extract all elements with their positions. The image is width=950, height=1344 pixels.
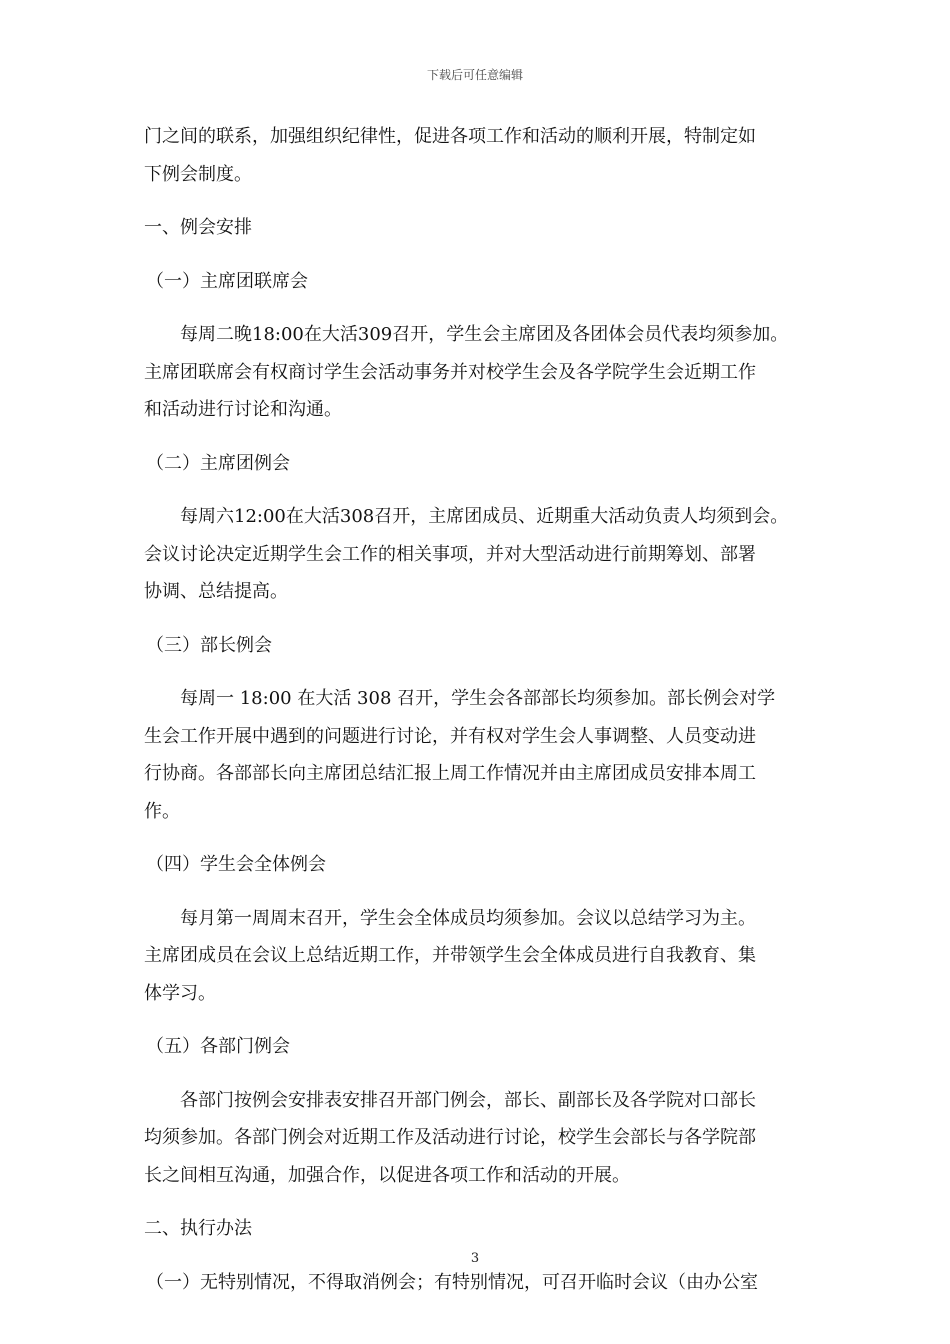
text-line: 作。 (144, 800, 180, 822)
document-body (144, 118, 814, 1301)
text-line: 体学习。 (144, 982, 216, 1004)
text-line: 每周六12:00在大活308召开，主席团成员、近期重大活动负责人均须到会。 (180, 506, 789, 527)
text-line: 主席团成员在会议上总结近期工作，并带领学生会全体成员进行自我教育、集 (144, 945, 756, 966)
subsection-paragraph-3 (144, 680, 814, 830)
subsection-paragraph-1 (144, 316, 814, 429)
text-line: 生会工作开展中遇到的问题进行讨论，并有权对学生会人事调整、人员变动进 (144, 725, 756, 747)
text-line: 每周一 18:00 在大活 308 召开，学生会各部部长均须参加。部长例会对学 (180, 688, 776, 709)
text-line: 会议讨论决定近期学生会工作的相关事项，并对大型活动进行前期筹划、部署 (144, 543, 756, 565)
text-line: 每周二晚18:00在大活309召开，学生会主席团及各团体会员代表均须参加。 (180, 324, 789, 345)
subsection-heading-2: （二）主席团例会 (146, 452, 290, 474)
execution-item-1 (144, 1264, 814, 1302)
text-line: 下例会制度。 (144, 163, 252, 185)
text-line: 各部门按例会安排表安排召开部门例会，部长、副部长及各学院对口部长 (180, 1089, 756, 1111)
text-line: 长之间相互沟通，加强合作，以促进各项工作和活动的开展。 (144, 1164, 630, 1186)
subsection-heading-1: （一）主席团联席会 (146, 270, 308, 292)
subsection-paragraph-2 (144, 498, 814, 611)
page-header: 下载后可任意编辑 (426, 68, 523, 82)
text-line: 行协商。各部部长向主席团总结汇报上周工作情况并由主席团成员安排本周工 (144, 763, 756, 784)
subsection-paragraph-4 (144, 900, 814, 1013)
text-line: 均须参加。各部门例会对近期工作及活动进行讨论，校学生会部长与各学院部 (144, 1127, 756, 1148)
subsection-heading-5: （五）各部门例会 (146, 1036, 290, 1057)
section-heading-2: 二、执行办法 (144, 1218, 252, 1239)
intro-paragraph (144, 118, 814, 193)
subsection-heading-4: （四）学生会全体例会 (146, 854, 326, 875)
subsection-heading-3: （三）部长例会 (146, 634, 272, 656)
text-line: （一）无特别情况，不得取消例会；有特别情况，可召开临时会议（由办公室 (146, 1271, 758, 1293)
text-line: 和活动进行讨论和沟通。 (144, 399, 342, 420)
text-line: 门之间的联系，加强组织纪律性，促进各项工作和活动的顺利开展，特制定如 (144, 126, 756, 147)
page-number: 3 (470, 1251, 480, 1266)
section-heading-1: 一、例会安排 (144, 217, 252, 238)
text-line: 协调、总结提高。 (144, 581, 288, 602)
text-line: 每月第一周周末召开，学生会全体成员均须参加。会议以总结学习为主。 (180, 907, 756, 929)
text-line: 主席团联席会有权商讨学生会活动事务并对校学生会及各学院学生会近期工作 (144, 361, 756, 383)
subsection-paragraph-5 (144, 1082, 814, 1195)
